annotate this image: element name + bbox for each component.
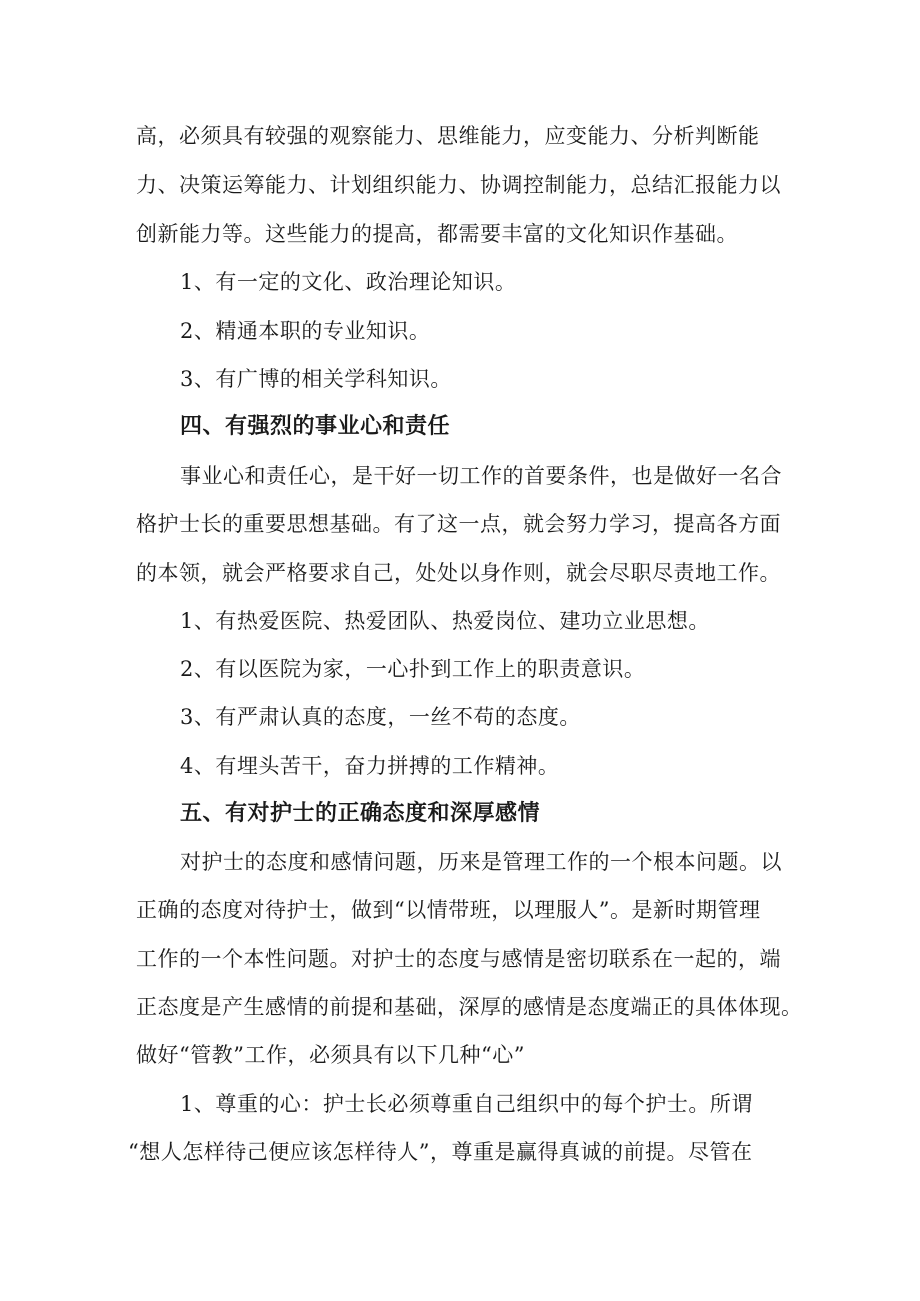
list-item: 1、有一定的文化、政治理论知识。 [180, 270, 517, 294]
list-item: 1、有热爱医院、热爱团队、热爱岗位、建功立业思想。 [180, 609, 710, 633]
paragraph-line: 工作的一个本性问题。对护士的态度与感情是密切联系在一起的，端 [136, 947, 781, 971]
paragraph-line: 做好“管教”工作，必须具有以下几种“心” [136, 1043, 525, 1067]
paragraph-line: 事业心和责任心，是干好一切工作的首要条件，也是做好一名合 [180, 464, 782, 488]
list-item: 1、尊重的心：护士长必须尊重自己组织中的每个护士。所谓 [180, 1092, 753, 1116]
list-item: 3、有广博的相关学科知识。 [180, 367, 452, 391]
paragraph-line: “想人怎样待己便应该怎样待人”，尊重是赢得真诚的前提。尽管在 [128, 1140, 753, 1164]
paragraph-line: 创新能力等。这些能力的提高，都需要丰富的文化知识作基础。 [136, 222, 738, 246]
paragraph-line: 对护士的态度和感情问题，历来是管理工作的一个根本问题。以 [180, 850, 782, 874]
paragraph-line: 格护士长的重要思想基础。有了这一点，就会努力学习，提高各方面 [136, 512, 781, 536]
section-heading: 五、有对护士的正确态度和深厚感情 [180, 801, 541, 826]
paragraph-line: 正态度是产生感情的前提和基础，深厚的感情是态度端正的具体体现。 [136, 995, 803, 1019]
list-item: 2、有以医院为家，一心扑到工作上的职责意识。 [180, 657, 646, 681]
paragraph-line: 力、决策运筹能力、计划组织能力、协调控制能力，总结汇报能力以 [136, 173, 781, 197]
paragraph-line: 正确的态度对待护士，做到“以情带班，以理服人”。是新时期管理 [136, 898, 761, 922]
section-heading: 四、有强烈的事业心和责任 [180, 414, 451, 439]
paragraph-line: 高，必须具有较强的观察能力、思维能力，应变能力、分析判断能 [136, 124, 760, 148]
list-item: 2、精通本职的专业知识。 [180, 319, 431, 343]
paragraph-line: 的本领，就会严格要求自己，处处以身作则，就会尽职尽责地工作。 [136, 561, 781, 585]
list-item: 3、有严肃认真的态度，一丝不苟的态度。 [180, 705, 581, 729]
list-item: 4、有埋头苦干，奋力拼搏的工作精神。 [180, 754, 560, 778]
